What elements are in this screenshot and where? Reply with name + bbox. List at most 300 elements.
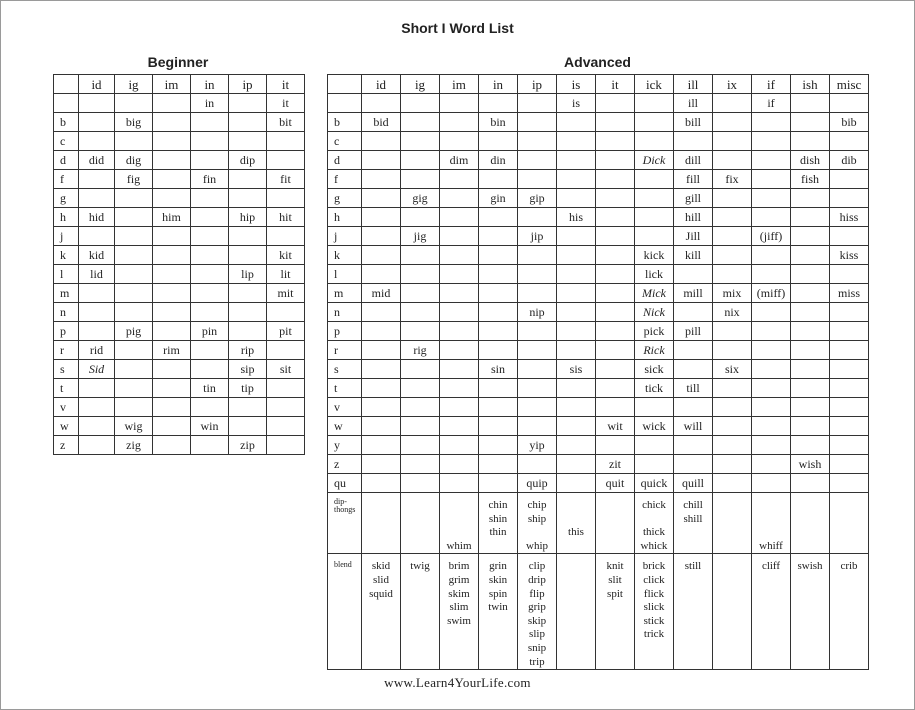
advanced-word-cell — [830, 322, 869, 341]
advanced-word-cell — [674, 398, 713, 417]
advanced-word-cell — [752, 436, 791, 455]
diphthongs-row-words: chick thick whick — [640, 499, 668, 552]
beginner-row-label: v — [54, 398, 79, 417]
advanced-word-cell — [557, 227, 596, 246]
advanced-word-cell — [440, 341, 479, 360]
beginner-word-cell — [79, 417, 115, 436]
diphthongs-row-cell — [362, 493, 401, 554]
beginner-word-cell — [79, 227, 115, 246]
advanced-word-cell: mix — [713, 284, 752, 303]
advanced-row-label: s — [328, 360, 362, 379]
advanced-word-cell — [791, 303, 830, 322]
advanced-word-cell: zit — [596, 455, 635, 474]
beginner-word-cell — [267, 303, 305, 322]
blend-row-words: skid slid squid — [369, 560, 393, 600]
beginner-word-cell — [229, 170, 267, 189]
beginner-word-cell: big — [115, 113, 153, 132]
advanced-word-cell — [830, 474, 869, 493]
beginner-word-cell — [229, 227, 267, 246]
advanced-word-cell — [713, 379, 752, 398]
advanced-table-row — [328, 455, 869, 474]
beginner-word-cell — [267, 227, 305, 246]
advanced-word-cell — [596, 265, 635, 284]
advanced-word-cell — [752, 455, 791, 474]
advanced-word-cell — [791, 284, 830, 303]
advanced-word-cell — [557, 151, 596, 170]
beginner-row-label: l — [54, 265, 79, 284]
advanced-word-cell: will — [674, 417, 713, 436]
advanced-word-cell: dib — [830, 151, 869, 170]
advanced-word-cell — [830, 398, 869, 417]
blend-row-cell — [440, 554, 479, 670]
advanced-table-row — [328, 474, 869, 493]
advanced-word-cell — [830, 170, 869, 189]
beginner-word-cell: in — [191, 94, 229, 113]
advanced-word-cell — [791, 436, 830, 455]
beginner-word-cell — [115, 303, 153, 322]
advanced-row-label: y — [328, 436, 362, 455]
advanced-column-header: if — [752, 75, 791, 94]
advanced-word-cell — [752, 246, 791, 265]
advanced-word-cell: pill — [674, 322, 713, 341]
beginner-row-label: m — [54, 284, 79, 303]
advanced-word-cell — [440, 322, 479, 341]
advanced-word-cell — [596, 284, 635, 303]
beginner-table-row — [54, 132, 305, 151]
beginner-word-cell: kit — [267, 246, 305, 265]
advanced-word-cell — [713, 94, 752, 113]
beginner-table-row — [54, 208, 305, 227]
advanced-column-header: ish — [791, 75, 830, 94]
advanced-row-label: k — [328, 246, 362, 265]
advanced-row-label: h — [328, 208, 362, 227]
advanced-word-cell — [830, 379, 869, 398]
advanced-word-cell — [557, 436, 596, 455]
beginner-word-cell — [191, 151, 229, 170]
beginner-word-cell — [115, 189, 153, 208]
beginner-word-cell — [153, 360, 191, 379]
advanced-word-cell — [479, 132, 518, 151]
advanced-word-cell: sick — [635, 360, 674, 379]
diphthongs-row-cell — [713, 493, 752, 554]
advanced-table-row — [328, 284, 869, 303]
advanced-word-cell: dish — [791, 151, 830, 170]
beginner-word-cell — [191, 360, 229, 379]
advanced-word-cell: quick — [635, 474, 674, 493]
advanced-table-row — [328, 379, 869, 398]
advanced-word-cell — [752, 360, 791, 379]
advanced-word-cell — [557, 132, 596, 151]
advanced-word-cell: wick — [635, 417, 674, 436]
beginner-word-cell: fit — [267, 170, 305, 189]
advanced-word-cell — [401, 170, 440, 189]
advanced-word-cell — [674, 360, 713, 379]
advanced-word-cell — [674, 436, 713, 455]
advanced-word-cell — [401, 132, 440, 151]
advanced-word-cell — [401, 151, 440, 170]
advanced-table-row — [328, 265, 869, 284]
beginner-word-cell: did — [79, 151, 115, 170]
advanced-word-cell — [518, 113, 557, 132]
advanced-word-cell — [713, 398, 752, 417]
blend-row-cell — [479, 554, 518, 670]
diphthongs-row-words: chip ship whip — [526, 499, 548, 552]
beginner-word-cell — [79, 436, 115, 455]
advanced-row-label: j — [328, 227, 362, 246]
advanced-word-cell — [830, 227, 869, 246]
advanced-word-cell: hill — [674, 208, 713, 227]
beginner-row-label: j — [54, 227, 79, 246]
advanced-row-label: z — [328, 455, 362, 474]
advanced-table-row — [328, 94, 869, 113]
blend-row-words: twig — [410, 560, 430, 573]
advanced-word-cell — [557, 322, 596, 341]
blend-row-cell — [596, 554, 635, 670]
beginner-word-cell: mit — [267, 284, 305, 303]
beginner-word-cell — [191, 227, 229, 246]
beginner-table-row — [54, 398, 305, 417]
advanced-word-cell — [752, 303, 791, 322]
advanced-word-cell: tick — [635, 379, 674, 398]
advanced-word-cell — [713, 113, 752, 132]
advanced-word-cell — [635, 455, 674, 474]
beginner-word-cell — [267, 341, 305, 360]
advanced-word-cell — [362, 246, 401, 265]
advanced-word-cell — [830, 455, 869, 474]
advanced-word-cell — [557, 113, 596, 132]
advanced-column-header — [328, 75, 362, 94]
blend-row-label — [328, 554, 362, 670]
beginner-word-cell — [267, 189, 305, 208]
beginner-word-cell — [79, 113, 115, 132]
beginner-word-cell — [229, 246, 267, 265]
advanced-word-cell: bin — [479, 113, 518, 132]
advanced-word-cell — [518, 246, 557, 265]
advanced-word-cell — [674, 455, 713, 474]
advanced-word-cell — [440, 398, 479, 417]
advanced-word-cell — [440, 360, 479, 379]
beginner-word-cell — [153, 417, 191, 436]
advanced-row-label: l — [328, 265, 362, 284]
advanced-word-cell — [557, 284, 596, 303]
advanced-word-cell — [596, 398, 635, 417]
beginner-word-cell — [267, 417, 305, 436]
advanced-word-cell — [401, 303, 440, 322]
advanced-word-cell — [479, 322, 518, 341]
beginner-word-cell — [79, 170, 115, 189]
beginner-word-cell — [191, 398, 229, 417]
advanced-word-cell — [440, 189, 479, 208]
advanced-word-cell — [752, 170, 791, 189]
advanced-word-cell — [752, 322, 791, 341]
advanced-table-row — [328, 132, 869, 151]
advanced-word-cell — [440, 94, 479, 113]
advanced-word-cell — [713, 151, 752, 170]
advanced-word-cell — [596, 227, 635, 246]
blend-row-words: clip drip flip grip skip slip snip trip — [527, 560, 547, 668]
advanced-word-cell — [479, 170, 518, 189]
advanced-word-cell — [791, 94, 830, 113]
advanced-word-cell — [518, 132, 557, 151]
advanced-word-cell: wish — [791, 455, 830, 474]
beginner-word-cell: fig — [115, 170, 153, 189]
blend-row-cell — [362, 554, 401, 670]
advanced-word-cell — [362, 265, 401, 284]
advanced-word-cell — [713, 132, 752, 151]
advanced-word-cell — [713, 189, 752, 208]
beginner-word-cell — [79, 379, 115, 398]
advanced-word-cell — [830, 303, 869, 322]
advanced-word-cell: wit — [596, 417, 635, 436]
advanced-word-cell: sis — [557, 360, 596, 379]
advanced-row-label: b — [328, 113, 362, 132]
blend-row-cell — [752, 554, 791, 670]
advanced-row-label: f — [328, 170, 362, 189]
beginner-row-label: d — [54, 151, 79, 170]
advanced-word-cell — [401, 360, 440, 379]
advanced-word-cell — [518, 94, 557, 113]
advanced-word-cell — [752, 398, 791, 417]
advanced-word-cell: bib — [830, 113, 869, 132]
beginner-word-cell — [191, 132, 229, 151]
advanced-table-row — [328, 170, 869, 189]
advanced-table-row — [328, 322, 869, 341]
advanced-word-cell — [440, 436, 479, 455]
advanced-word-cell — [479, 379, 518, 398]
beginner-word-cell: sit — [267, 360, 305, 379]
advanced-word-cell — [518, 417, 557, 436]
beginner-column-header: id — [79, 75, 115, 94]
advanced-word-cell — [479, 398, 518, 417]
advanced-row-label: p — [328, 322, 362, 341]
diphthongs-row-words: whiff — [759, 539, 783, 552]
advanced-word-cell — [557, 189, 596, 208]
advanced-word-cell: six — [713, 360, 752, 379]
advanced-word-cell — [830, 265, 869, 284]
advanced-word-cell — [362, 208, 401, 227]
beginner-header-row — [54, 75, 305, 94]
advanced-word-cell — [362, 151, 401, 170]
advanced-word-cell — [752, 417, 791, 436]
advanced-word-cell — [596, 113, 635, 132]
advanced-word-cell: Rick — [635, 341, 674, 360]
beginner-word-cell — [229, 322, 267, 341]
advanced-word-cell — [401, 379, 440, 398]
advanced-word-cell — [635, 227, 674, 246]
beginner-word-cell: pig — [115, 322, 153, 341]
diphthongs-row-cell — [557, 493, 596, 554]
beginner-word-cell — [153, 265, 191, 284]
beginner-word-cell — [79, 398, 115, 417]
advanced-word-cell: if — [752, 94, 791, 113]
diphthongs-row-cell — [596, 493, 635, 554]
beginner-word-cell — [153, 113, 191, 132]
advanced-word-cell: kill — [674, 246, 713, 265]
advanced-word-cell — [440, 170, 479, 189]
advanced-word-cell — [401, 417, 440, 436]
advanced-word-cell: bill — [674, 113, 713, 132]
beginner-word-cell: rim — [153, 341, 191, 360]
advanced-word-cell — [791, 417, 830, 436]
advanced-word-cell — [791, 227, 830, 246]
beginner-column-header: im — [153, 75, 191, 94]
advanced-table-row — [328, 227, 869, 246]
advanced-word-cell — [713, 265, 752, 284]
beginner-table-row — [54, 246, 305, 265]
advanced-table-row — [328, 189, 869, 208]
beginner-word-cell — [79, 303, 115, 322]
beginner-column-header: it — [267, 75, 305, 94]
advanced-column-header: id — [362, 75, 401, 94]
blend-row-cell — [713, 554, 752, 670]
beginner-table-row — [54, 436, 305, 455]
advanced-word-cell — [440, 417, 479, 436]
advanced-word-cell: kick — [635, 246, 674, 265]
beginner-word-cell: bit — [267, 113, 305, 132]
advanced-word-cell: bid — [362, 113, 401, 132]
advanced-word-cell — [440, 379, 479, 398]
advanced-word-cell: nix — [713, 303, 752, 322]
diphthongs-row-words: this — [568, 526, 584, 539]
beginner-word-cell — [267, 398, 305, 417]
diphthongs-row-cell — [479, 493, 518, 554]
advanced-word-cell — [479, 284, 518, 303]
advanced-word-cell — [674, 303, 713, 322]
advanced-word-cell — [518, 265, 557, 284]
beginner-word-cell: rid — [79, 341, 115, 360]
advanced-word-cell — [557, 379, 596, 398]
advanced-word-cell — [713, 227, 752, 246]
advanced-word-cell — [713, 246, 752, 265]
advanced-word-cell — [557, 474, 596, 493]
advanced-column-header: is — [557, 75, 596, 94]
advanced-word-cell: fish — [791, 170, 830, 189]
beginner-word-cell — [191, 284, 229, 303]
advanced-row-label: w — [328, 417, 362, 436]
advanced-word-cell — [440, 303, 479, 322]
beginner-word-cell — [153, 303, 191, 322]
advanced-word-cell: quip — [518, 474, 557, 493]
blend-row-words: crib — [840, 560, 858, 573]
diphthongs-row-cell — [830, 493, 869, 554]
advanced-column-header: ig — [401, 75, 440, 94]
advanced-header-row — [328, 75, 869, 94]
advanced-word-cell — [791, 398, 830, 417]
advanced-word-cell — [596, 341, 635, 360]
beginner-word-cell — [79, 132, 115, 151]
advanced-word-cell — [830, 360, 869, 379]
advanced-table-row — [328, 398, 869, 417]
beginner-table-row — [54, 417, 305, 436]
advanced-word-cell — [791, 132, 830, 151]
diphthongs-row-words: whim — [446, 539, 472, 552]
advanced-word-cell — [635, 113, 674, 132]
advanced-word-cell: yip — [518, 436, 557, 455]
advanced-word-cell — [479, 227, 518, 246]
advanced-word-cell: fix — [713, 170, 752, 189]
advanced-word-cell — [479, 417, 518, 436]
beginner-table-row — [54, 379, 305, 398]
beginner-table-row — [54, 360, 305, 379]
diphthongs-row-cell — [401, 493, 440, 554]
advanced-word-cell — [752, 113, 791, 132]
advanced-word-cell — [479, 436, 518, 455]
beginner-word-cell: hid — [79, 208, 115, 227]
beginner-table-row — [54, 94, 305, 113]
beginner-word-cell — [191, 436, 229, 455]
advanced-table-row — [328, 303, 869, 322]
blend-row-cell — [635, 554, 674, 670]
advanced-word-cell — [479, 208, 518, 227]
beginner-table-row — [54, 151, 305, 170]
blend-row-cell — [518, 554, 557, 670]
blend-row-words: knit slit spit — [606, 560, 624, 600]
beginner-word-cell — [153, 189, 191, 208]
advanced-word-cell — [596, 379, 635, 398]
beginner-row-label: p — [54, 322, 79, 341]
beginner-word-cell — [229, 303, 267, 322]
advanced-word-cell: jip — [518, 227, 557, 246]
diphthongs-row-cell — [440, 493, 479, 554]
advanced-word-cell — [752, 208, 791, 227]
beginner-table-row — [54, 284, 305, 303]
beginner-word-cell — [267, 379, 305, 398]
advanced-word-cell — [440, 474, 479, 493]
advanced-table-row — [328, 113, 869, 132]
beginner-word-cell: sip — [229, 360, 267, 379]
advanced-word-cell — [557, 398, 596, 417]
advanced-word-cell — [518, 322, 557, 341]
advanced-word-cell — [596, 132, 635, 151]
beginner-word-cell — [229, 284, 267, 303]
advanced-word-cell: dill — [674, 151, 713, 170]
beginner-word-cell — [153, 94, 191, 113]
advanced-word-cell — [791, 322, 830, 341]
advanced-word-cell — [596, 94, 635, 113]
beginner-table-row — [54, 227, 305, 246]
advanced-word-cell — [440, 265, 479, 284]
advanced-word-cell — [635, 189, 674, 208]
diphthongs-row-cell — [752, 493, 791, 554]
beginner-word-cell — [153, 151, 191, 170]
beginner-word-cell: lit — [267, 265, 305, 284]
advanced-column-header: im — [440, 75, 479, 94]
blend-row-label-text: blend — [334, 560, 352, 570]
advanced-word-cell — [362, 360, 401, 379]
advanced-word-cell — [479, 303, 518, 322]
advanced-word-cell — [596, 360, 635, 379]
beginner-word-cell — [153, 398, 191, 417]
beginner-word-cell — [153, 246, 191, 265]
advanced-word-cell — [518, 170, 557, 189]
advanced-heading: Advanced — [564, 54, 631, 70]
beginner-heading: Beginner — [147, 54, 209, 70]
advanced-word-cell — [557, 341, 596, 360]
advanced-word-cell — [362, 94, 401, 113]
advanced-table — [327, 74, 869, 670]
advanced-word-cell — [401, 436, 440, 455]
advanced-word-cell — [440, 455, 479, 474]
advanced-word-cell — [479, 341, 518, 360]
beginner-word-cell — [115, 246, 153, 265]
blend-row-words: brick click flick slick stick trick — [642, 560, 666, 641]
blend-row-cell — [830, 554, 869, 670]
advanced-column-header: ill — [674, 75, 713, 94]
beginner-word-cell — [229, 113, 267, 132]
diphthongs-row-cell — [635, 493, 674, 554]
advanced-word-cell — [674, 341, 713, 360]
advanced-word-cell — [752, 341, 791, 360]
